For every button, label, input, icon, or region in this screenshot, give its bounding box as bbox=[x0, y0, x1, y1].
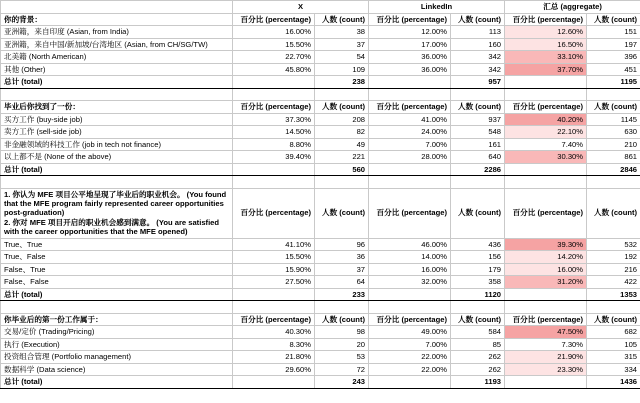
linkedin-total: 957 bbox=[451, 76, 505, 89]
section-title: 你毕业后的第一份工作属于： bbox=[1, 313, 233, 326]
aggregate-count: 861 bbox=[587, 151, 640, 164]
linkedin-count: 85 bbox=[451, 338, 505, 351]
x-pct: 40.30% bbox=[233, 326, 315, 339]
linkedin-pct: 41.00% bbox=[369, 113, 451, 126]
row-label: 卖方工作 (sell-side job) bbox=[1, 126, 233, 139]
x-count: 36 bbox=[315, 251, 369, 264]
linkedin-count: 548 bbox=[451, 126, 505, 139]
count-header: 人数 (count) bbox=[587, 101, 640, 114]
count-header: 人数 (count) bbox=[587, 188, 640, 238]
linkedin-count: 436 bbox=[451, 238, 505, 251]
x-pct: 22.70% bbox=[233, 51, 315, 64]
aggregate-count: 151 bbox=[587, 26, 640, 39]
group-header-row bbox=[1, 1, 640, 14]
aggregate-total: 1436 bbox=[587, 376, 640, 389]
linkedin-pct: 36.00% bbox=[369, 51, 451, 64]
aggregate-count: 210 bbox=[587, 138, 640, 151]
aggregate-count: 192 bbox=[587, 251, 640, 264]
aggregate-count: 197 bbox=[587, 38, 640, 51]
x-pct: 27.50% bbox=[233, 276, 315, 289]
x-pct: 15.50% bbox=[233, 38, 315, 51]
aggregate-count: 216 bbox=[587, 263, 640, 276]
pct-header: 百分比 (percentage) bbox=[505, 188, 587, 238]
linkedin-count: 937 bbox=[451, 113, 505, 126]
table-row bbox=[1, 51, 640, 64]
aggregate-pct: 22.10% bbox=[505, 126, 587, 139]
x-pct: 14.50% bbox=[233, 126, 315, 139]
linkedin-total: 1193 bbox=[451, 376, 505, 389]
row-label: 亚洲籍，来自中国/新加坡/台湾地区 (Asian, from CH/SG/TW) bbox=[1, 38, 233, 51]
aggregate-count: 532 bbox=[587, 238, 640, 251]
x-pct: 45.80% bbox=[233, 63, 315, 76]
aggregate-count: 451 bbox=[587, 63, 640, 76]
row-label: 交易/定价 (Trading/Pricing) bbox=[1, 326, 233, 339]
total-row bbox=[1, 288, 640, 301]
pct-header: 百分比 (percentage) bbox=[233, 13, 315, 26]
table-row bbox=[1, 113, 640, 126]
x-count: 20 bbox=[315, 338, 369, 351]
aggregate-pct: 37.70% bbox=[505, 63, 587, 76]
row-label: 买方工作 (buy-side job) bbox=[1, 113, 233, 126]
aggregate-count: 105 bbox=[587, 338, 640, 351]
x-pct: 15.50% bbox=[233, 251, 315, 264]
table-row bbox=[1, 26, 640, 39]
row-label: True、True bbox=[1, 238, 233, 251]
row-label: 数据科学 (Data science) bbox=[1, 363, 233, 376]
pct-header: 百分比 (percentage) bbox=[369, 13, 451, 26]
x-total: 233 bbox=[315, 288, 369, 301]
x-pct: 29.60% bbox=[233, 363, 315, 376]
row-label: 北美籍 (North American) bbox=[1, 51, 233, 64]
aggregate-pct: 14.20% bbox=[505, 251, 587, 264]
linkedin-pct: 28.00% bbox=[369, 151, 451, 164]
table-row bbox=[1, 276, 640, 289]
row-label: False、False bbox=[1, 276, 233, 289]
linkedin-pct: 14.00% bbox=[369, 251, 451, 264]
row-label: 以上都不是 (None of the above) bbox=[1, 151, 233, 164]
linkedin-pct: 7.00% bbox=[369, 138, 451, 151]
linkedin-count: 179 bbox=[451, 263, 505, 276]
count-header: 人数 (count) bbox=[315, 313, 369, 326]
linkedin-pct: 17.00% bbox=[369, 38, 451, 51]
count-header: 人数 (count) bbox=[451, 13, 505, 26]
aggregate-pct: 30.30% bbox=[505, 151, 587, 164]
x-pct: 39.40% bbox=[233, 151, 315, 164]
aggregate-total: 1353 bbox=[587, 288, 640, 301]
linkedin-count: 358 bbox=[451, 276, 505, 289]
linkedin-pct: 22.00% bbox=[369, 363, 451, 376]
table-row bbox=[1, 251, 640, 264]
x-count: 98 bbox=[315, 326, 369, 339]
linkedin-pct: 46.00% bbox=[369, 238, 451, 251]
count-header: 人数 (count) bbox=[451, 101, 505, 114]
pct-header: 百分比 (percentage) bbox=[233, 101, 315, 114]
total-row bbox=[1, 163, 640, 176]
section-title bbox=[1, 188, 233, 238]
x-count: 54 bbox=[315, 51, 369, 64]
table-row bbox=[1, 326, 640, 339]
linkedin-count: 113 bbox=[451, 26, 505, 39]
linkedin-count: 156 bbox=[451, 251, 505, 264]
linkedin-count: 262 bbox=[451, 351, 505, 364]
total-row bbox=[1, 376, 640, 389]
total-label: 总计 (total) bbox=[1, 376, 233, 389]
aggregate-pct: 21.90% bbox=[505, 351, 587, 364]
section-header-row bbox=[1, 13, 640, 26]
x-count: 38 bbox=[315, 26, 369, 39]
row-label: True、False bbox=[1, 251, 233, 264]
count-header: 人数 (count) bbox=[315, 13, 369, 26]
aggregate-pct: 40.20% bbox=[505, 113, 587, 126]
x-pct: 41.10% bbox=[233, 238, 315, 251]
aggregate-count: 396 bbox=[587, 51, 640, 64]
aggregate-pct: 7.40% bbox=[505, 138, 587, 151]
linkedin-count: 160 bbox=[451, 38, 505, 51]
row-label: 其他 (Other) bbox=[1, 63, 233, 76]
table-row bbox=[1, 263, 640, 276]
linkedin-count: 161 bbox=[451, 138, 505, 151]
aggregate-pct: 47.50% bbox=[505, 326, 587, 339]
count-header: 人数 (count) bbox=[451, 313, 505, 326]
count-header: 人数 (count) bbox=[587, 313, 640, 326]
aggregate-pct: 12.60% bbox=[505, 26, 587, 39]
linkedin-total: 1120 bbox=[451, 288, 505, 301]
x-count: 49 bbox=[315, 138, 369, 151]
question-2: 2. 你对 MFE 项目开启的职业机会感到满意。 (You are satisfied with the career opportunities that the MFE opened) bbox=[4, 217, 220, 237]
section-header-row bbox=[1, 313, 640, 326]
pct-header: 百分比 (percentage) bbox=[233, 313, 315, 326]
pct-header: 百分比 (percentage) bbox=[369, 101, 451, 114]
x-pct: 16.00% bbox=[233, 26, 315, 39]
question-1: 1. 你认为 MFE 项目公平地呈现了毕业后的职业机会。 (You found that the MFE program fairly represented career opportunities post-graduation) bbox=[4, 189, 227, 218]
pct-header: 百分比 (percentage) bbox=[505, 13, 587, 26]
aggregate-pct: 16.50% bbox=[505, 38, 587, 51]
x-count: 72 bbox=[315, 363, 369, 376]
linkedin-count: 262 bbox=[451, 363, 505, 376]
linkedin-pct: 16.00% bbox=[369, 263, 451, 276]
x-total: 238 bbox=[315, 76, 369, 89]
total-row bbox=[1, 76, 640, 89]
pct-header: 百分比 (percentage) bbox=[369, 313, 451, 326]
x-total: 560 bbox=[315, 163, 369, 176]
x-count: 37 bbox=[315, 263, 369, 276]
x-count: 37 bbox=[315, 38, 369, 51]
row-label: 投资组合管理 (Portfolio management) bbox=[1, 351, 233, 364]
linkedin-pct: 24.00% bbox=[369, 126, 451, 139]
spacer-row bbox=[1, 301, 640, 314]
aggregate-pct: 33.10% bbox=[505, 51, 587, 64]
total-label: 总计 (total) bbox=[1, 288, 233, 301]
row-label: False、True bbox=[1, 263, 233, 276]
group-x-header: X bbox=[233, 1, 369, 14]
aggregate-total: 2846 bbox=[587, 163, 640, 176]
count-header: 人数 (count) bbox=[451, 188, 505, 238]
row-label: 亚洲籍，来自印度 (Asian, from India) bbox=[1, 26, 233, 39]
aggregate-pct: 31.20% bbox=[505, 276, 587, 289]
linkedin-count: 584 bbox=[451, 326, 505, 339]
aggregate-pct: 7.30% bbox=[505, 338, 587, 351]
aggregate-count: 315 bbox=[587, 351, 640, 364]
table-row bbox=[1, 363, 640, 376]
group-linkedin-header: LinkedIn bbox=[369, 1, 505, 14]
x-count: 64 bbox=[315, 276, 369, 289]
x-count: 221 bbox=[315, 151, 369, 164]
section-header-row bbox=[1, 188, 640, 238]
aggregate-pct: 39.30% bbox=[505, 238, 587, 251]
linkedin-count: 640 bbox=[451, 151, 505, 164]
pct-header: 百分比 (percentage) bbox=[505, 313, 587, 326]
aggregate-count: 334 bbox=[587, 363, 640, 376]
count-header: 人数 (count) bbox=[315, 101, 369, 114]
linkedin-pct: 12.00% bbox=[369, 26, 451, 39]
linkedin-pct: 22.00% bbox=[369, 351, 451, 364]
table-row bbox=[1, 126, 640, 139]
total-label: 总计 (total) bbox=[1, 163, 233, 176]
x-pct: 21.80% bbox=[233, 351, 315, 364]
linkedin-pct: 32.00% bbox=[369, 276, 451, 289]
linkedin-pct: 49.00% bbox=[369, 326, 451, 339]
linkedin-count: 342 bbox=[451, 63, 505, 76]
aggregate-count: 1145 bbox=[587, 113, 640, 126]
x-count: 82 bbox=[315, 126, 369, 139]
table-row bbox=[1, 138, 640, 151]
x-total: 243 bbox=[315, 376, 369, 389]
linkedin-pct: 7.00% bbox=[369, 338, 451, 351]
table-row bbox=[1, 338, 640, 351]
pct-header: 百分比 (percentage) bbox=[233, 188, 315, 238]
pct-header: 百分比 (percentage) bbox=[505, 101, 587, 114]
aggregate-pct: 16.00% bbox=[505, 263, 587, 276]
x-count: 53 bbox=[315, 351, 369, 364]
x-pct: 37.30% bbox=[233, 113, 315, 126]
aggregate-pct: 23.30% bbox=[505, 363, 587, 376]
total-label: 总计 (total) bbox=[1, 76, 233, 89]
table-row bbox=[1, 38, 640, 51]
section-header-row bbox=[1, 101, 640, 114]
section-title: 毕业后你找到了一份： bbox=[1, 101, 233, 114]
x-pct: 8.30% bbox=[233, 338, 315, 351]
x-pct: 8.80% bbox=[233, 138, 315, 151]
corner-cell bbox=[1, 1, 233, 14]
row-label: 执行 (Execution) bbox=[1, 338, 233, 351]
section-title: 你的背景： bbox=[1, 13, 233, 26]
linkedin-total: 2286 bbox=[451, 163, 505, 176]
aggregate-count: 630 bbox=[587, 126, 640, 139]
spacer-row bbox=[1, 88, 640, 101]
table-row bbox=[1, 63, 640, 76]
pct-header: 百分比 (percentage) bbox=[369, 188, 451, 238]
table-row bbox=[1, 351, 640, 364]
x-count: 96 bbox=[315, 238, 369, 251]
row-label: 非金融领域的科技工作 (job in tech not finance) bbox=[1, 138, 233, 151]
x-count: 109 bbox=[315, 63, 369, 76]
aggregate-count: 422 bbox=[587, 276, 640, 289]
group-aggregate-header: 汇总 (aggregate) bbox=[505, 1, 640, 14]
table-row bbox=[1, 238, 640, 251]
table-row bbox=[1, 151, 640, 164]
count-header: 人数 (count) bbox=[587, 13, 640, 26]
x-pct: 15.90% bbox=[233, 263, 315, 276]
x-count: 208 bbox=[315, 113, 369, 126]
count-header: 人数 (count) bbox=[315, 188, 369, 238]
linkedin-pct: 36.00% bbox=[369, 63, 451, 76]
aggregate-total: 1195 bbox=[587, 76, 640, 89]
spacer-row bbox=[1, 176, 640, 189]
linkedin-count: 342 bbox=[451, 51, 505, 64]
aggregate-count: 682 bbox=[587, 326, 640, 339]
